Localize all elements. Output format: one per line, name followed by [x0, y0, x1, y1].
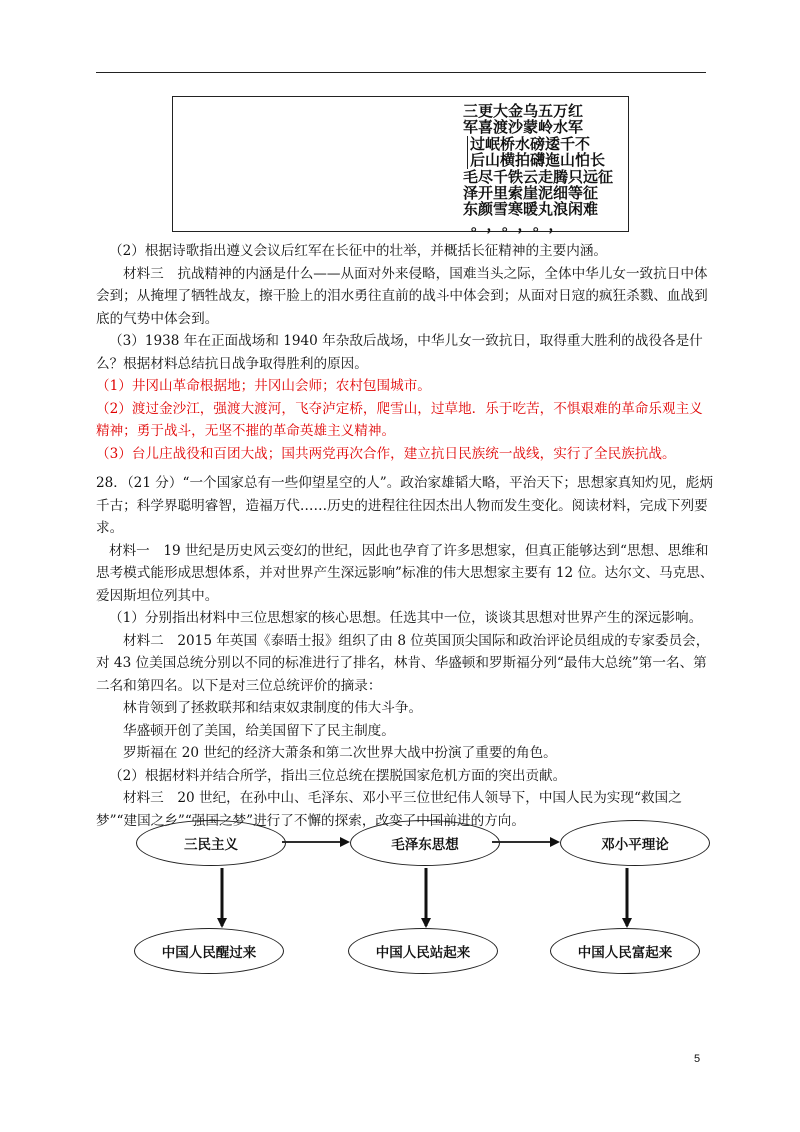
question-28: 28．（21 分）“一个国家总有一些仰望星空的人”。政治家雄韬大略，平治天下；思想家真知灼见，彪炳千古；科学界聪明睿智，造福万代……历史的进程往往因杰出人物而发生变化。阅读材料，完成下列要求。	[96, 475, 713, 536]
question-2b: （2）根据材料并结合所学，指出三位总统在摆脱国家危机方面的突出贡献。	[109, 767, 567, 784]
answer-3: （3）台儿庄战役和百团大战；国共两党再次合作，建立抗日民族统一战线，实行了全民族抗战。	[96, 445, 676, 462]
material-3: 材料三 抗战精神的内涵是什么——从面对外来侵略，国难当头之际，全体中华儿女一致抗日中体会到；从掩埋了牺牲战友，擦干脸上的泪水勇往直前的战斗中体会到；从面对日寇的疯狂杀戮、血战到底的气势中体会到。	[96, 265, 708, 327]
question-1: （1）分别指出材料中三位思想家的核心思想。任选其中一位，谈谈其思想对世界产生的深远影响。	[109, 610, 703, 626]
poem-box	[172, 96, 629, 232]
poem-line: 毛尽千铁云走腾只远征	[463, 167, 614, 186]
excerpt-roosevelt: 罗斯福在 20 世纪的经济大萧条和第二次世界大战中扮演了重要的角色。	[123, 745, 557, 761]
node-three-principles: 三民主义	[136, 820, 286, 866]
node-mao-thought: 毛泽东思想	[350, 820, 500, 866]
page-number: 5	[694, 1053, 701, 1065]
material-3b: 材料三 20 世纪，在孙中山、毛泽东、邓小平三位世纪伟人领导下，中国人民为实现“救国之梦”“建国之乡”“强国之梦”进行了不懈的探索，改变了中国前进的方向。	[96, 790, 682, 829]
section-long-march	[96, 240, 716, 465]
poem-line: 军喜渡沙蒙岭水军	[463, 118, 584, 137]
poem-line: 三更大金乌五万红	[463, 102, 584, 120]
poem-punctuation: 。，。，。，	[471, 215, 572, 234]
excerpt-lincoln: 林肯领到了拯救联邦和结束奴隶制度的伟大斗争。	[123, 700, 423, 716]
flow-diagram	[140, 816, 700, 986]
poem-line: 后山横拍礴迤山怕长	[467, 152, 623, 168]
node-stood-up: 中国人民站起来	[348, 928, 498, 974]
poem-line: 东颜雪寒暖丸浪闲难	[463, 200, 599, 219]
question-2: （2）根据诗歌指出遵义会议后红军在长征中的壮举，并概括长征精神的主要内涵。	[109, 243, 608, 259]
section-question-28	[96, 472, 716, 832]
poem	[463, 103, 623, 232]
excerpt-washington: 华盛顿开创了美国，给美国留下了民主制度。	[123, 722, 395, 739]
poem-line: 泽开里索崖泥细等征	[463, 183, 599, 202]
node-got-rich: 中国人民富起来	[550, 928, 700, 974]
header-rule	[96, 72, 706, 73]
answer-2: （2）渡过金沙江，强渡大渡河，飞夺泸定桥，爬雪山，过草地．乐于吃苦，不惧艰难的革命乐观主义精神；勇于战斗，无坚不摧的革命英雄主义精神。	[96, 400, 703, 439]
question-3: （3）1938 年在正面战场和 1940 年杂敌后战场，中华儿女一致抗日，取得重大胜利的战役各是什么？根据材料总结抗日战争取得胜利的原因。	[96, 333, 703, 372]
material-1: 材料一 19 世纪是历史风云变幻的世纪，因此也孕育了许多思想家，但真正能够达到“思想、思维和思考模式能形成思想体系，并对世界产生深远影响”标准的伟大思想家主要有 12 位。达尔文、马克思、爱因斯坦位列其中。	[96, 542, 714, 604]
answer-1: （1）井冈山革命根据地；井冈山会师；农村包围城市。	[96, 378, 431, 394]
node-woke-up: 中国人民醒过来	[134, 928, 284, 974]
material-2: 材料二 2015 年英国《泰晤士报》组织了由 8 位英国顶尖国际和政治评论员组成的专家委员会，对 43 位美国总统分别以不同的标准进行了排名，林肯、华盛顿和罗斯福分列“最伟大总统”第一名、第二名和第四名。以下是对三位总统评价的摘录：	[96, 632, 710, 694]
node-deng-theory: 邓小平理论	[560, 820, 710, 866]
poem-line: 过岷桥水磅逶千不	[467, 136, 623, 152]
